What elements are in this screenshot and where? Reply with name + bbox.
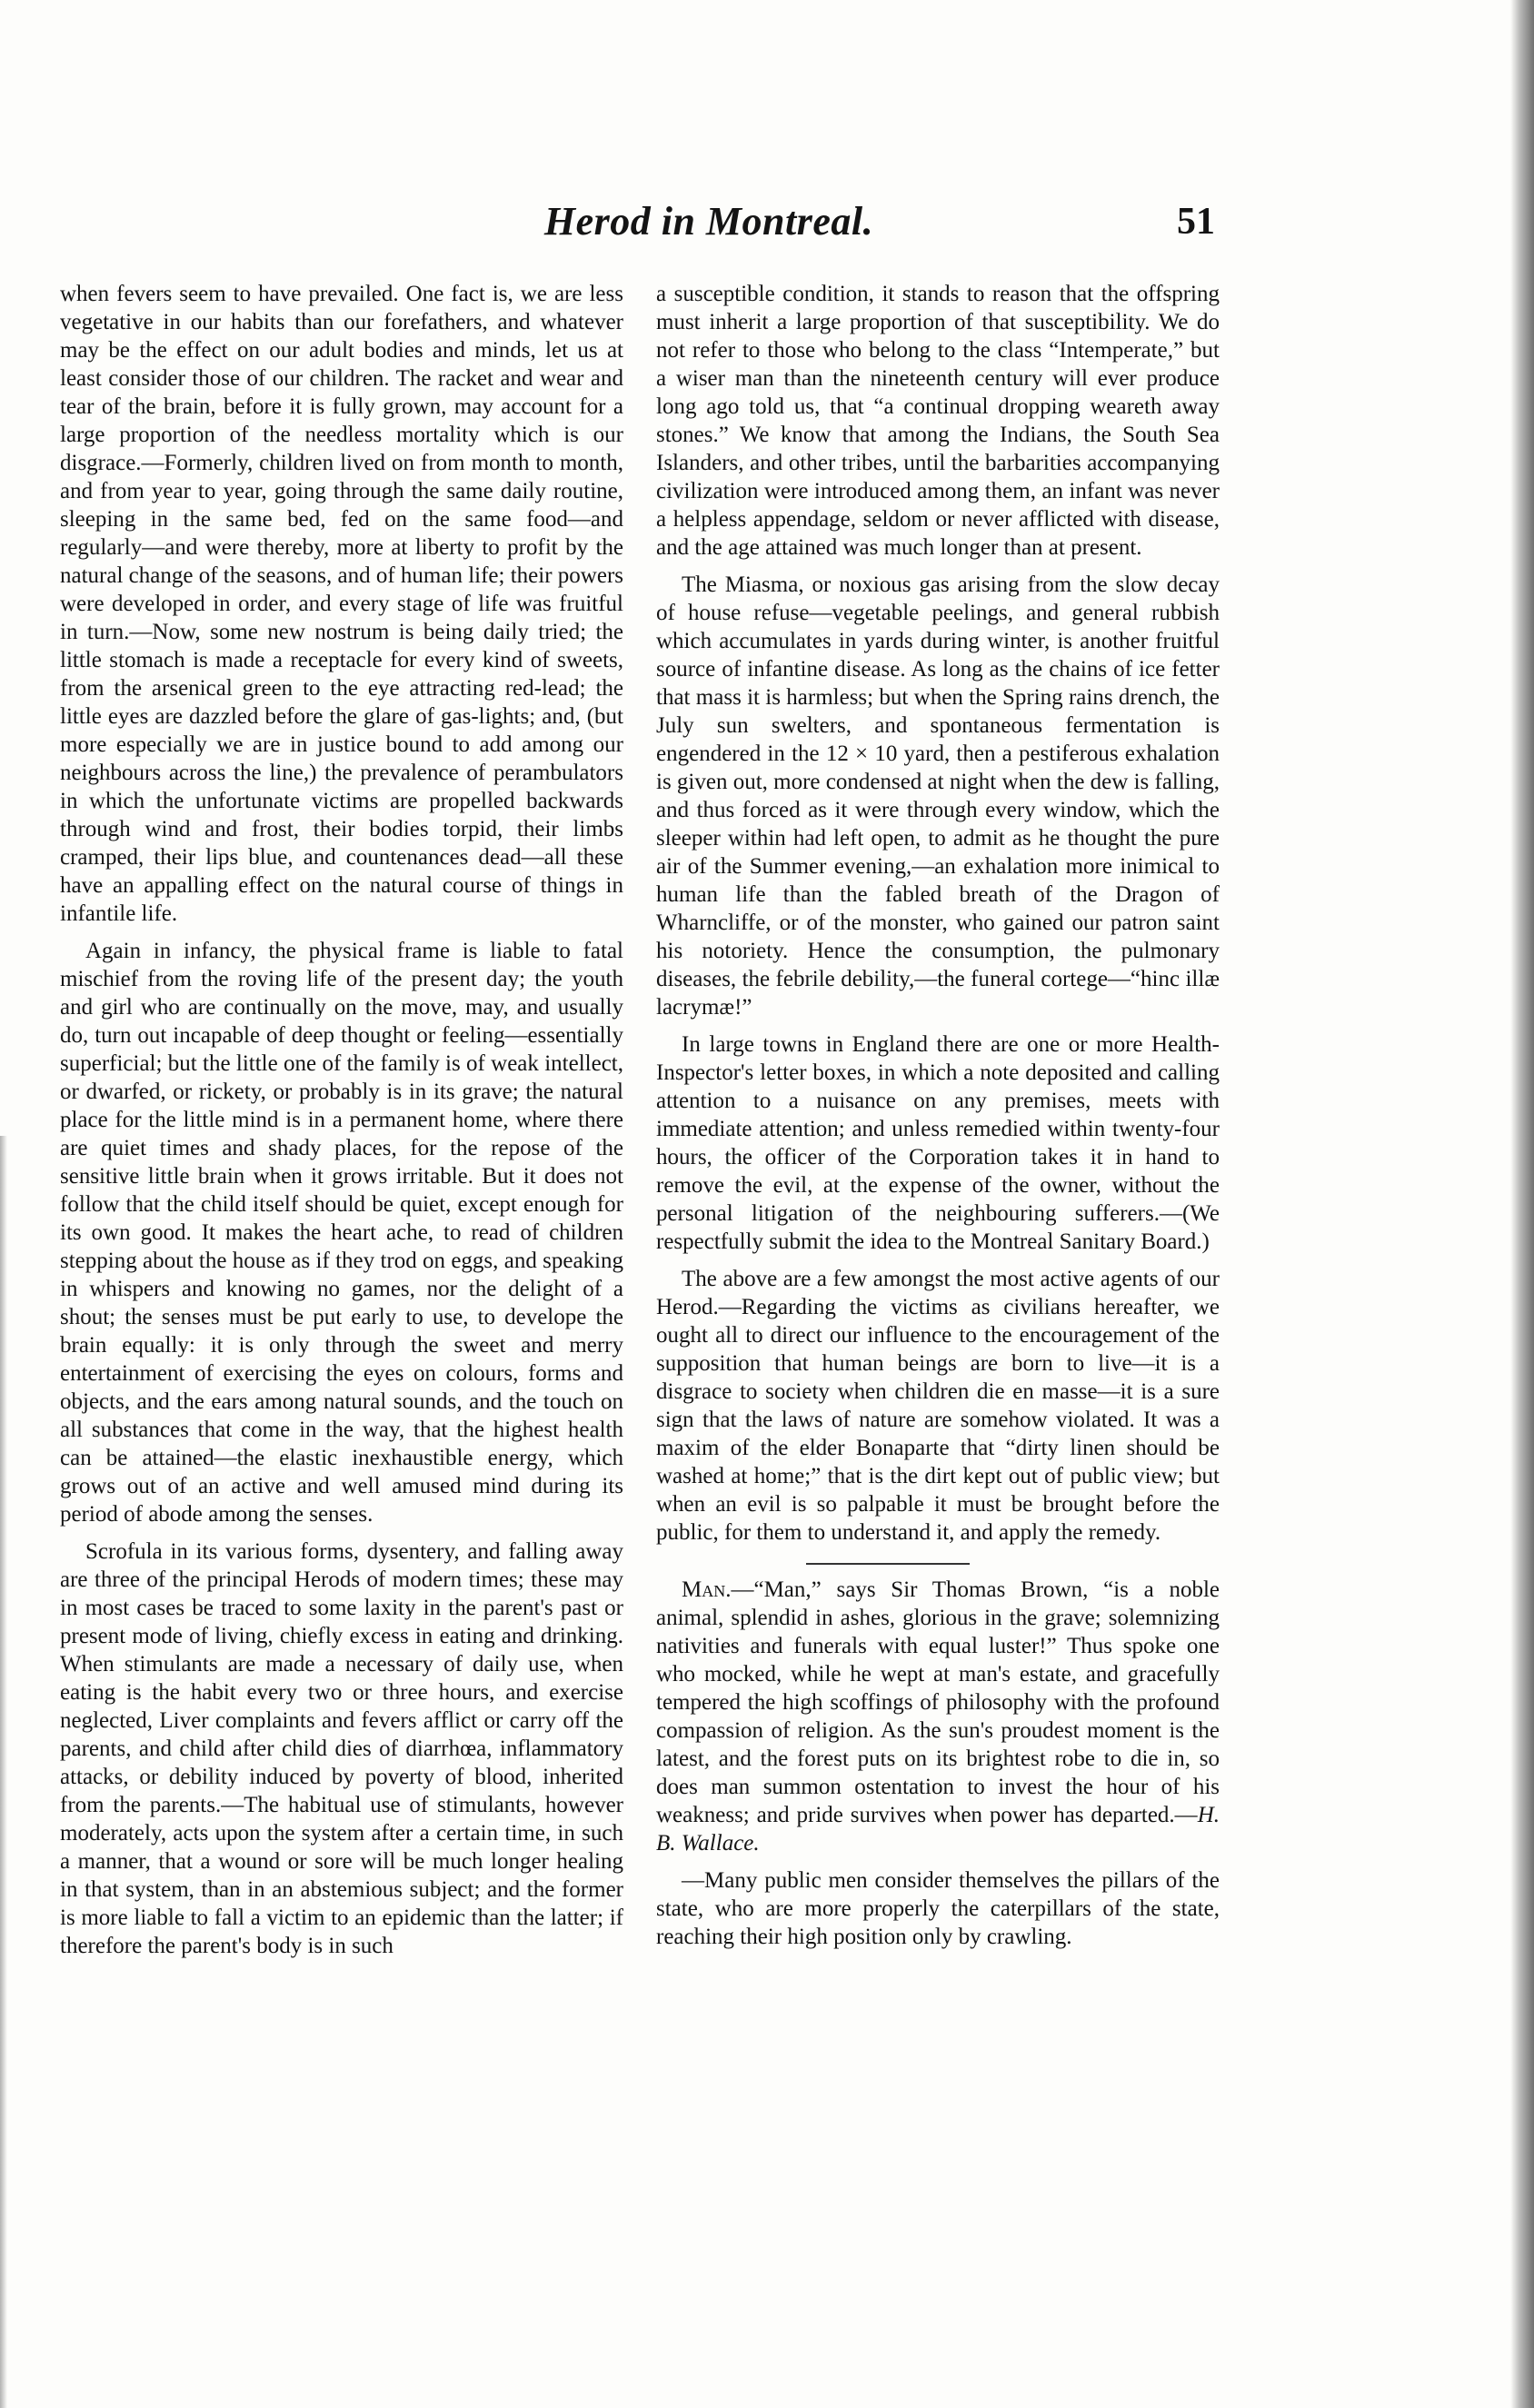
closing-paragraph: —Many public men consider themselves the pillars of the state, who are more properly the caterpillars of the state, reaching their high position only by crawling. xyxy=(656,1868,1220,1949)
paragraph: a susceptible condition, it stands to reason that the offspring must inherit a large proportion of that susceptibility. We do not refer to those who belong to the class “Intemperate,” but a wiser man than the nineteenth century will ever produce long ago told us, that “a continual dropping weareth away stones.” We know that among the Indians, the South Sea Islanders, and other tribes, until the barbarities accompanying civilization were introduced among them, an infant was never a helpless appendage, seldom or never afflicted with disease, and the age attained was much longer than at present. xyxy=(656,282,1220,560)
man-lead: Man. xyxy=(682,1577,732,1602)
paragraph: Scrofula in its various forms, dysentery, and falling away are three of the principal Herods of modern times; these may in most cases be traced to some laxity in the parent's past or present mode of living, chiefly excess in eating and drinking. When stimulants are made a necessary of daily use, when eating is the habit every two or three hours, and exercise neglected, Liver complaints and fevers afflict or carry off the parents, and child after child dies of diarrhœa, inflammatory attacks, or debility induced by poverty of blood, inherited from the parents.—The habitual use of stimulants, however moderately, acts upon the system after a certain time, in such a manner, that a wound or sore will be much longer healing in that system, than in an abstemious subject; and the former is more liable to fall a victim to an epidemic than the latter; if therefore the parent's body is in such xyxy=(60,1539,623,1958)
section-divider xyxy=(806,1563,970,1565)
paragraph: The Miasma, or noxious gas arising from the slow decay of house refuse—vegetable peelings, and general rubbish which accumulates in yards during winter, is another fruitful source of infantine disease. As long as the chains of ice fetter that mass it is harmless; but when the Spring rains drench, the July sun swelters, and spontaneous fermentation is engendered in the 12 × 10 yard, then a pestiferous exhalation is given out, more condensed at night when the dew is falling, and thus forced as it were through every window, which the sleeper within had left open, to admit as he thought the pure air of the Summer evening,—an exhalation more inimical to human life than the fabled breath of the Dragon of Wharncliffe, or of the monster, who gained our patron saint his notoriety. Hence the consumption, the pulmonary diseases, the febrile debility,—the funeral cortege—“hinc illæ lacrymæ!” xyxy=(656,572,1220,1020)
man-text: —“Man,” says Sir Thomas Brown, “is a noble animal, splendid in ashes, glorious in the grave; solemnizing nativities and funerals with equal luster!” Thus spoke one who mocked, while he wept at man's estate, and gracefully tempered the high scoffings of philosophy with the profound compassion of religion. As the sun's proudest moment is the latest, and the forest puts on its brightest robe to die in, so does man summon ostentation to invest the hour of his weakness; and pride survives when power has departed.— xyxy=(656,1577,1220,1827)
page-number: 51 xyxy=(1177,201,1215,243)
man-paragraph xyxy=(656,1576,1220,1857)
paragraph: Again in infancy, the physical frame is liable to fatal mischief from the roving life of the present day; the youth and girl who are continually on the move, may, and usually do, turn out incapable of deep thought or feeling—essentially superficial; but the little one of the family is of weak intellect, or dwarfed, or rickety, or probably is in its grave; the natural place for the little mind is in a permanent home, where there are quiet times and shady places, for the repose of the sensitive little brain when it grows irritable. But it does not follow that the child itself should be quiet, except enough for its own good. It makes the heart ache, to read of children stepping about the house as if they trod on eggs, and speaking in whispers and knowing no games, nor the delight of a shout; the senses must be put early to use, to develope the brain equally: it is only through the sweet and merry entertainment of exercising the eyes on colours, forms and objects, and the ears among natural sounds, and the touch on all substances that come in the way, that the highest health can be attained—the elastic inexhaustible energy, which grows out of an active and well amused mind during its period of abode among the senses. xyxy=(60,939,623,1527)
left-column xyxy=(60,280,623,1969)
paragraph: In large towns in England there are one or more Health-Inspector's letter boxes, in which a note deposited and calling attention to a nuisance on any premises, meets with immediate attention; and unless remedied within twenty-four hours, the officer of the Corporation takes it in hand to remove the evil, at the expense of the owner, without the personal litigation of the neighbouring sufferers.—(We respectfully submit the idea to the Montreal Sanitary Board.) xyxy=(656,1032,1220,1254)
right-column xyxy=(656,280,1220,1960)
running-title: Herod in Montreal. xyxy=(543,199,874,244)
paragraph: when fevers seem to have prevailed. One fact is, we are less vegetative in our habits than our forefathers, and whatever may be the effect on our adult bodies and minds, let us at least consider those of our children. The racket and wear and tear of the brain, before it is fully grown, may account for a large proportion of the needless mortality which is our disgrace.—Formerly, children lived on from month to month, and from year to year, going through the same daily routine, sleeping in the same bed, fed on the same food—and regularly—and were thereby, more at liberty to profit by the natural change of the seasons, and of human life; their powers were developed in order, and every stage of life was fruitful in turn.—Now, some new nostrum is being daily tried; the little stomach is made a receptacle for every kind of sweets, from the arsenical green to the eye attracting red-lead; the little eyes are dazzled before the glare of gas-lights; and, (but more especially we are in justice bound to add among our neighbours across the line,) the prevalence of perambulators in which the unfortunate victims are propelled backwards through wind and frost, their bodies torpid, their limbs cramped, their lips blue, and countenances dead—all these have an appalling effect on the natural course of things in infantile life. xyxy=(60,282,623,926)
scan-edge-right xyxy=(1510,0,1534,2408)
scan-edge-left xyxy=(0,1136,7,2408)
attribution: H. B. Wallace. xyxy=(656,1803,1220,1856)
paragraph: The above are a few amongst the most active agents of our Herod.—Regarding the victims as civilians hereafter, we ought all to direct our influence to the encouragement of the supposition that human beings are born to live—it is a disgrace to society when children die en masse—it is a sure sign that the laws of nature are somehow violated. It was a maxim of the elder Bonaparte that “dirty linen should be washed at home;” that is the dirt kept out of public view; but when an evil is so palpable it must be brought before the public, for them to understand it, and apply the remedy. xyxy=(656,1267,1220,1545)
